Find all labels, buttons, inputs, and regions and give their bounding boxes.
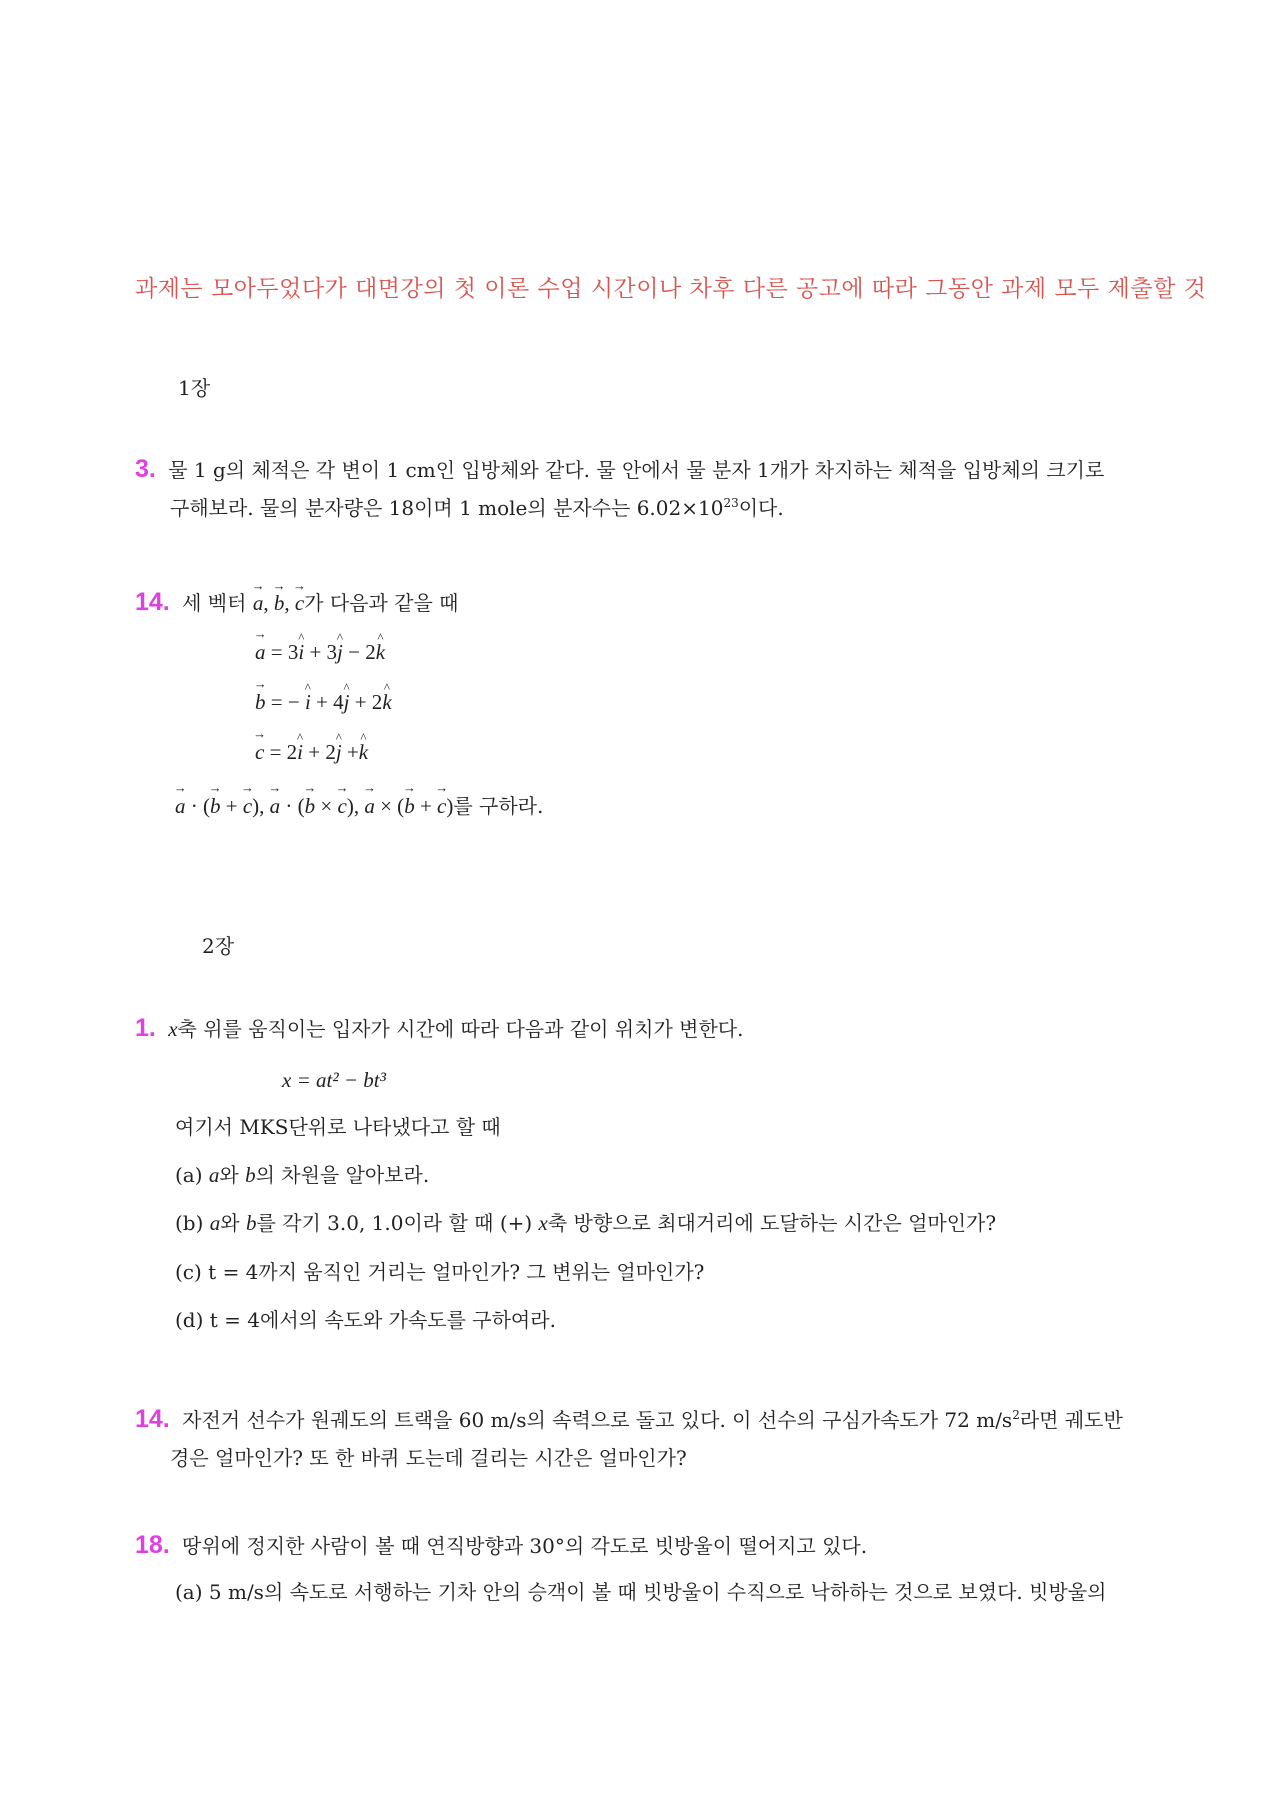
question-text-line-1: 물 1 g의 체적은 각 변이 1 cm인 입방체와 같다. 물 안에서 물 분자 1개가 차지하는 체적을 입방체의 크기로 (168, 458, 1105, 482)
var-b: b (245, 1211, 257, 1235)
vector-a: → a (255, 640, 266, 665)
vector-c: → c (255, 740, 264, 765)
part-text: 5 m/s의 속도로 서행하는 기차 안의 승객이 볼 때 빗방울이 수직으로 낙하하는 것으로 보였다. 빗방울의 (208, 1580, 1107, 1604)
part-label: (c) (175, 1260, 202, 1284)
vector-b: → b (210, 794, 221, 819)
unit-i: ^ i (305, 690, 311, 715)
var-a: a (209, 1211, 221, 1235)
part-d (175, 1310, 556, 1330)
var-x: x (168, 1017, 178, 1041)
question-14-ask: → a · (→ b + → c), → a · (→ b × → c), → a × (→ b + → c)를 구하라. (175, 790, 543, 819)
vector-c: → c (437, 794, 446, 819)
question-intro: 가 다음과 같을 때 (304, 591, 459, 615)
ask-suffix: 를 구하라. (453, 794, 544, 818)
eq-term: + 3 (309, 640, 338, 664)
question-text-line-1: 자전거 선수가 원궤도의 트랙을 60 m/s의 속력으로 돌고 있다. 이 선수의 구심가속도가 72 m/s (182, 1408, 1013, 1432)
part-label: (a) (175, 1163, 203, 1187)
question-intro: 축 위를 움직이는 입자가 시간에 따라 다음과 같이 위치가 변한다. (177, 1017, 744, 1041)
question-number: 3. (135, 455, 156, 483)
part-label: (a) (175, 1580, 203, 1604)
part-label: (d) (175, 1308, 204, 1332)
exponent: 2 (1012, 1408, 1020, 1422)
unit-k: ^ k (382, 690, 391, 715)
question-number: 14. (135, 588, 170, 616)
eq-term: = 2 (269, 740, 298, 764)
question-1 (135, 1016, 743, 1041)
chapter-1-heading: 1장 (178, 376, 211, 400)
part-c (175, 1262, 704, 1282)
vector-a: → a (270, 794, 281, 819)
vector-b: → b (305, 794, 316, 819)
vector-a: → a (253, 593, 264, 614)
unit-i: ^ i (297, 740, 303, 765)
part-a (175, 1165, 429, 1186)
unit-j: ^ j (337, 640, 343, 665)
eq-term: + (346, 740, 359, 764)
vector-b: → b (274, 593, 285, 614)
part-b (175, 1213, 996, 1234)
unit-j: ^ j (336, 740, 342, 765)
eq-term: + 4 (316, 690, 344, 714)
unit-i: ^ i (298, 640, 304, 665)
question-18-part-a (175, 1582, 1106, 1602)
question-intro: 땅위에 정지한 사람이 볼 때 연직방향과 30°의 각도로 빗방울이 떨어지고 있다. (182, 1534, 868, 1558)
var-a: a (208, 1163, 220, 1187)
question-3-line-2 (170, 497, 784, 518)
part-text: t = 4에서의 속도와 가속도를 구하여라. (209, 1308, 556, 1332)
conjunction: 와 (219, 1163, 239, 1187)
question-text-suffix: 라면 궤도반 (1019, 1408, 1123, 1432)
unit-k: ^ k (376, 640, 385, 665)
equation-b (255, 690, 392, 715)
var-b: b (245, 1163, 256, 1187)
question-3 (135, 457, 1104, 482)
equation-c (255, 740, 368, 765)
question-number: 14. (135, 1405, 170, 1433)
vector-c: → c (243, 794, 252, 819)
part-text-2: 축 방향으로 최대거리에 도달하는 시간은 얼마인가? (547, 1211, 997, 1235)
part-text: 를 각기 3.0, 1.0이라 할 때 (+) (256, 1211, 533, 1235)
part-label: (b) (175, 1211, 204, 1235)
question-14-cyclist-line-2: 경은 얼마인가? 또 한 바퀴 도는데 걸리는 시간은 얼마인가? (170, 1446, 687, 1470)
question-14-cyclist (135, 1407, 1123, 1432)
vector-b: → b (255, 690, 266, 715)
question-number: 18. (135, 1531, 170, 1559)
question-text-suffix: 이다. (738, 496, 784, 520)
question-intro-prefix: 세 벡터 (182, 591, 247, 615)
submission-notice: 과제는 모아두었다가 대면강의 첫 이론 수업 시간이나 차후 다른 공고에 따라 그동안 과제 모두 제출할 것 (135, 276, 1207, 302)
vector-c: → c (338, 794, 347, 819)
question-number: 1. (135, 1014, 156, 1042)
exponent: 23 (723, 496, 739, 510)
conjunction: 와 (220, 1211, 240, 1235)
eq-term: = − (270, 690, 300, 714)
vector-c: → c (295, 593, 304, 614)
question-18 (135, 1533, 867, 1558)
eq-term: − 2 (348, 640, 376, 664)
equation-a (255, 640, 385, 665)
eq-term: + 2 (308, 740, 336, 764)
part-text: t = 4까지 움직인 거리는 얼마인가? 그 변위는 얼마인가? (208, 1260, 705, 1284)
question-1-note: 여기서 MKS단위로 나타냈다고 할 때 (175, 1115, 501, 1139)
unit-k: ^ k (359, 740, 368, 765)
question-14-vectors: 14. 세 벡터 → a, → b, → c가 다음과 같을 때 (135, 590, 458, 615)
position-formula: x = at² − bt³ (282, 1068, 386, 1092)
eq-term: + 2 (354, 690, 383, 714)
question-text-line-2: 구해보라. 물의 분자량은 18이며 1 mole의 분자수는 6.02×10 (170, 496, 724, 520)
chapter-2-heading: 2장 (202, 934, 235, 958)
vector-a: → a (364, 794, 375, 819)
vector-b: → b (404, 794, 415, 819)
vector-a: → a (175, 794, 186, 819)
eq-term: = 3 (270, 640, 299, 664)
part-text: 의 차원을 알아보라. (255, 1163, 430, 1187)
var-x: x (538, 1211, 548, 1235)
unit-j: ^ j (344, 690, 350, 715)
